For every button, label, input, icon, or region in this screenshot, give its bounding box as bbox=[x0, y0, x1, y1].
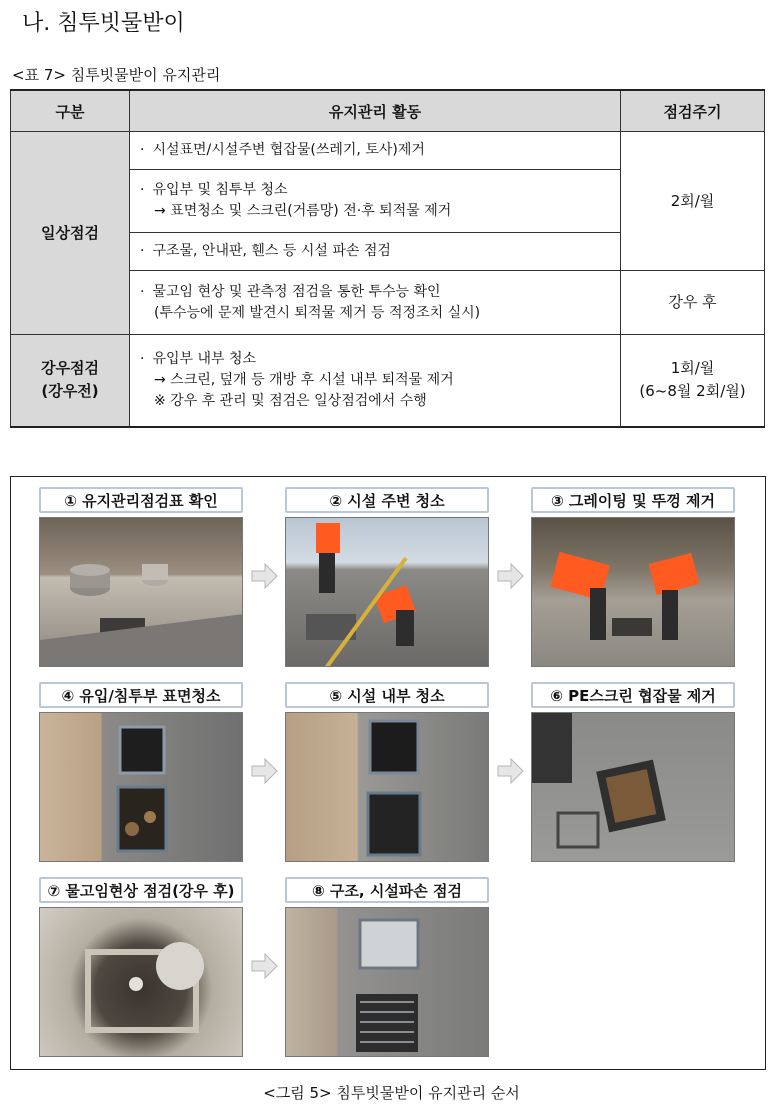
step-label: ① 유지관리점검표 확인 bbox=[39, 487, 243, 513]
rain-category-line2: (강우전) bbox=[41, 382, 99, 401]
right-arrow-icon bbox=[249, 951, 279, 981]
step-card bbox=[285, 682, 489, 862]
step-label: ⑤ 시설 내부 청소 bbox=[285, 682, 489, 708]
step-photo bbox=[285, 712, 489, 862]
step-photo bbox=[531, 712, 735, 862]
daily-category: 일상점검 bbox=[11, 132, 130, 335]
activity-subtext: (투수능에 문제 발견시 퇴적물 제거 등 적정조치 실시) bbox=[154, 304, 481, 321]
right-arrow-icon bbox=[495, 561, 525, 591]
step-label: ⑦ 물고임현상 점검(강우 후) bbox=[39, 877, 243, 903]
inlet-surface-photo bbox=[40, 713, 243, 862]
step-card bbox=[285, 877, 489, 1057]
step-photo bbox=[39, 712, 243, 862]
step-label: ② 시설 주변 청소 bbox=[285, 487, 489, 513]
step-card bbox=[39, 682, 243, 862]
figure-frame bbox=[10, 476, 766, 1070]
right-arrow-icon bbox=[249, 561, 279, 591]
activity-cell bbox=[130, 170, 621, 233]
table-row bbox=[11, 132, 765, 170]
step-card bbox=[285, 487, 489, 667]
ponding-check-photo bbox=[40, 908, 243, 1057]
table-row bbox=[11, 335, 765, 427]
step-photo bbox=[39, 907, 243, 1057]
activity-text: · 유입부 및 침투부 청소 bbox=[140, 180, 610, 201]
structure-check-photo bbox=[286, 908, 489, 1057]
header-cycle: 점검주기 bbox=[621, 90, 765, 132]
table-header-row bbox=[11, 90, 765, 132]
step-photo bbox=[285, 907, 489, 1057]
workers-photo bbox=[286, 518, 489, 667]
right-arrow-icon bbox=[249, 756, 279, 786]
rain-cycle-line2: (6~8월 2회/월) bbox=[639, 382, 746, 401]
table-caption: <표 7> 침투빗물받이 유지관리 bbox=[12, 66, 221, 84]
cycle-cell bbox=[621, 335, 765, 427]
step-photo bbox=[531, 517, 735, 667]
maintenance-table bbox=[10, 89, 765, 428]
activity-text: · 구조물, 안내판, 휀스 등 시설 파손 점검 bbox=[140, 243, 391, 259]
right-arrow-icon bbox=[495, 756, 525, 786]
cycle-cell: 2회/월 bbox=[621, 132, 765, 271]
pe-screen-photo bbox=[532, 713, 735, 862]
rain-category bbox=[11, 335, 130, 427]
activity-text: · 물고임 현상 및 관측정 점검을 통한 투수능 확인 bbox=[140, 282, 610, 303]
step-label: ③ 그레이팅 및 뚜껑 제거 bbox=[531, 487, 735, 513]
activity-cell bbox=[130, 233, 621, 271]
step-photo bbox=[285, 517, 489, 667]
step-label: ④ 유입/침투부 표면청소 bbox=[39, 682, 243, 708]
activity-cell bbox=[130, 271, 621, 335]
inner-clean-photo bbox=[286, 713, 489, 862]
step-card bbox=[531, 682, 735, 862]
step-label: ⑥ PE스크린 협잡물 제거 bbox=[531, 682, 735, 708]
step-card bbox=[39, 487, 243, 667]
step-label: ⑧ 구조, 시설파손 점검 bbox=[285, 877, 489, 903]
rain-cycle-line1: 1회/월 bbox=[670, 359, 715, 378]
section-title: 나. 침투빗물받이 bbox=[22, 11, 185, 36]
rain-category-line1: 강우점검 bbox=[41, 359, 99, 378]
bollards-photo bbox=[40, 518, 243, 667]
activity-note: ※ 강우 후 관리 및 점검은 일상점검에서 수행 bbox=[154, 392, 427, 409]
cycle-cell: 강우 후 bbox=[621, 271, 765, 335]
step-photo bbox=[39, 517, 243, 667]
step-card bbox=[531, 487, 735, 667]
figure-caption: <그림 5> 침투빗물받이 유지관리 순서 bbox=[263, 1084, 520, 1102]
header-activity: 유지관리 활동 bbox=[130, 90, 621, 132]
grating-removal-photo bbox=[532, 518, 735, 667]
activity-cell bbox=[130, 335, 621, 427]
step-card bbox=[39, 877, 243, 1057]
activity-subtext: → 스크린, 덮개 등 개방 후 시설 내부 퇴적물 제거 bbox=[154, 371, 454, 388]
header-category: 구분 bbox=[11, 90, 130, 132]
activity-cell bbox=[130, 132, 621, 170]
activity-text: · 유입부 내부 청소 bbox=[140, 349, 610, 370]
activity-text: · 시설표면/시설주변 협잡물(쓰레기, 토사)제거 bbox=[140, 142, 425, 158]
activity-subtext: → 표면청소 및 스크린(거름망) 전·후 퇴적물 제거 bbox=[154, 203, 452, 219]
